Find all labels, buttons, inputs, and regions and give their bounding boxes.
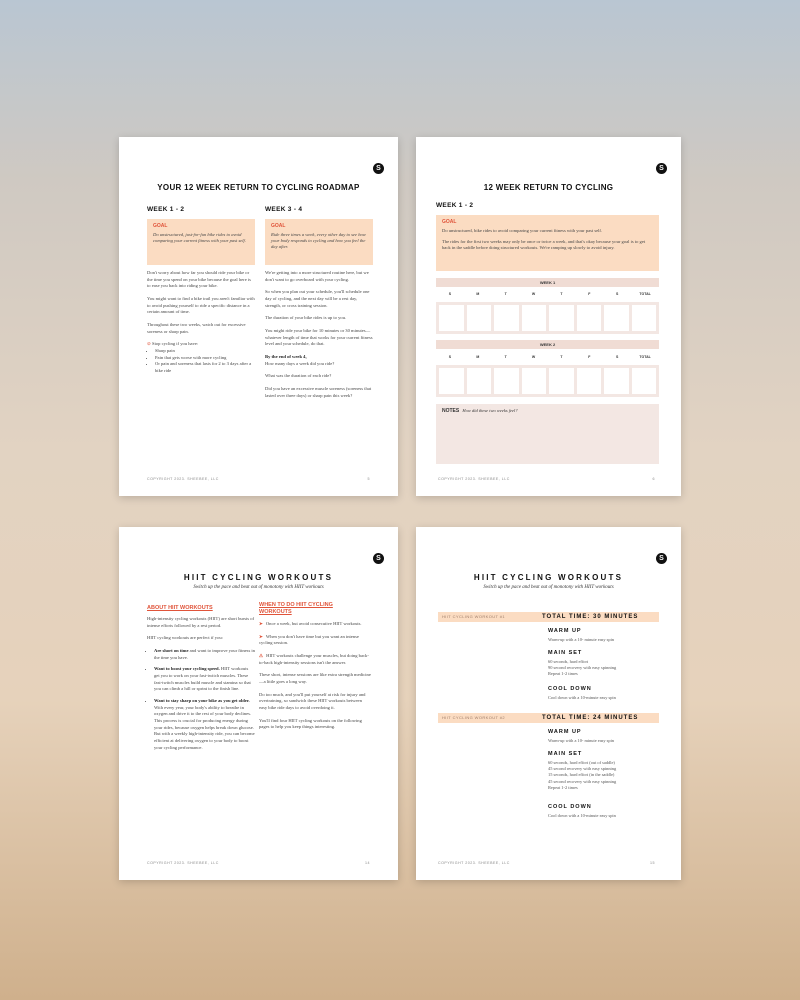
- block-title: COOL DOWN: [548, 804, 592, 810]
- block-title: COOL DOWN: [548, 686, 592, 692]
- day-label: T: [504, 355, 507, 359]
- block-line: 60 seconds, hard effort (out of saddle): [548, 759, 615, 765]
- list-item: [154, 648, 255, 661]
- bullet-list: [147, 348, 255, 375]
- list-item: [154, 698, 255, 751]
- workout-block: [548, 687, 616, 701]
- total-cell[interactable]: [632, 368, 657, 394]
- day-label: F: [588, 292, 591, 296]
- day-label: W: [531, 355, 536, 359]
- when-item-text: Once a week, but avoid consecutive HIIT workouts.: [265, 621, 362, 626]
- block-title: WARM UP: [548, 628, 582, 634]
- brand-logo-icon: S: [656, 163, 667, 174]
- page-hiit-workouts: [416, 527, 681, 880]
- workout-name: HIIT CYCLING WORKOUT #1: [442, 614, 506, 619]
- paragraph: So when you plan out your schedule, you'll schedule one day of cycling, and the next day will be a rest day, strength, or cross training session.: [265, 289, 370, 308]
- bullet-bold: Are short on time: [154, 647, 189, 653]
- paragraph: HIIT cycling workouts are perfect if you:: [147, 635, 223, 641]
- section-heading: ABOUT HIIT WORKOUTS: [147, 605, 213, 611]
- page-number: 14: [365, 861, 370, 866]
- column-text: [265, 270, 373, 405]
- workout-block: [548, 805, 616, 819]
- warning-item: [259, 653, 371, 666]
- page-hiit-intro: [119, 527, 398, 880]
- notes-label: NOTES: [442, 408, 460, 414]
- when-item: [259, 621, 371, 628]
- paragraph: You might want to find a bike trail you aren't familiar with to avoid pushing yourself to ride a specific distance in a certain amount of time.: [147, 295, 255, 315]
- goal-box: [436, 215, 659, 271]
- page-number: 5: [367, 477, 370, 482]
- arrow-icon: ➤: [259, 621, 263, 626]
- paragraph: High-intensity cycling workouts (HIIT) are short bursts of intense efforts followed by a rest period.: [147, 616, 255, 628]
- goal-text: The rides for the first two weeks may only be once or twice a week, and that's okay because your goal is to get back in the saddle before doing structured workouts. We're ramping up slowly to avoid injury.: [442, 239, 646, 251]
- paragraph: Do too much, and you'll put yourself at risk for injury and overtraining, so sandwich these HIIT workouts between easy bike ride days to avoid overdoing it.: [259, 691, 366, 710]
- when-item-text: When you don't have time but you want an intense cycling session.: [259, 633, 359, 646]
- day-label: M: [476, 292, 480, 296]
- day-cell[interactable]: [549, 305, 574, 331]
- column-text: [147, 270, 255, 375]
- goal-box: [265, 219, 373, 265]
- page-title: 12 WEEK RETURN TO CYCLING: [483, 183, 614, 192]
- week-heading: WEEK 1 - 2: [147, 206, 185, 213]
- bullet-bold: Want to stay sharp on your bike as you get older.: [154, 697, 250, 703]
- bullet-bold: Want to boost your cycling speed.: [154, 666, 220, 672]
- week1-grid: [436, 302, 659, 334]
- page-tracker: [416, 137, 681, 496]
- page-title: HIIT CYCLING WORKOUTS: [473, 573, 624, 582]
- page-number: 15: [650, 861, 655, 866]
- when-text: [259, 621, 371, 737]
- workout-header: [438, 713, 659, 723]
- block-line: Cool down with a 10-minute easy spin: [548, 812, 616, 818]
- paragraph: These short, intense sessions are like extra strength medicine—a little goes a long way.: [259, 672, 371, 684]
- about-text: [147, 616, 255, 751]
- paragraph: You'll find four HIIT cycling workouts on the following pages to help you keep things interesting.: [259, 717, 362, 730]
- workout-block: [548, 651, 616, 678]
- end-heading: By the end of week 4,: [265, 353, 307, 359]
- block-title: WARM UP: [548, 729, 582, 735]
- total-cell[interactable]: [632, 305, 657, 331]
- block-line: 15 seconds, hard effort (in the saddle): [548, 772, 615, 778]
- footer-copyright: COPYRIGHT 2023. SHEEBEE, LLC: [438, 861, 510, 866]
- week-heading: WEEK 1 - 2: [436, 202, 474, 209]
- arrow-icon: ➤: [259, 633, 263, 639]
- day-cell[interactable]: [577, 368, 602, 394]
- goal-label: GOAL: [153, 223, 168, 229]
- block-line: Repeat 1-2 times: [548, 785, 578, 790]
- notes-prompt: How did these two weeks feel?: [462, 408, 518, 413]
- day-cell[interactable]: [522, 368, 547, 394]
- notes-box[interactable]: [436, 404, 659, 464]
- brand-logo-icon: S: [656, 553, 667, 564]
- day-label: W: [531, 292, 536, 296]
- block-line: Warm-up with a 10- minute easy spin: [548, 737, 614, 743]
- day-labels: [436, 356, 659, 360]
- goal-text: Do unstructured, bike rides to avoid comparing your current fitness with your past self.: [442, 228, 603, 233]
- page-subtitle: Switch up the pace and beat out of monotony with HIIT workouts: [193, 585, 324, 590]
- day-label: S: [448, 292, 452, 296]
- day-label: S: [616, 355, 619, 359]
- question: What was the duration of each ride?: [265, 373, 332, 379]
- day-label: S: [616, 292, 619, 296]
- workout-total: TOTAL TIME: 30 MINUTES: [542, 614, 639, 620]
- day-label: T: [560, 292, 563, 296]
- goal-text: Ride three times a week, every other day to see how your body responds to cycling and how you feel the day after.: [271, 232, 366, 250]
- list-item: • Pain that gets worse with more cycling: [155, 355, 255, 362]
- workout-block: [548, 752, 616, 791]
- question: How many days a week did you ride?: [265, 360, 335, 366]
- footer-copyright: COPYRIGHT 2023. SHEEBEE, LLC: [147, 477, 219, 482]
- page-title: HIIT CYCLING WORKOUTS: [183, 573, 334, 582]
- goal-box: [147, 219, 255, 265]
- goal-text: Do unstructured, just-for-fun bike rides to avoid comparing your current fitness with your past self.: [153, 232, 246, 244]
- goal-label: GOAL: [271, 223, 286, 229]
- day-label: T: [504, 292, 507, 296]
- page-title: YOUR 12 WEEK RETURN TO CYCLING ROADMAP: [157, 183, 360, 192]
- block-line: 60 seconds, hard effort: [548, 658, 589, 664]
- bullet-text: HIIT workouts get you to work on your fast-twitch muscles. These fast-twitch muscles build muscle and stamina so that you can climb a hill or sprint to the finish line.: [154, 666, 251, 692]
- workout-block: [548, 629, 614, 643]
- day-labels: [436, 293, 659, 297]
- when-item: [259, 634, 371, 647]
- day-cell[interactable]: [577, 305, 602, 331]
- brand-logo-icon: S: [373, 163, 384, 174]
- list-item: • Sharp pain: [155, 348, 255, 355]
- list-item: [154, 666, 255, 693]
- day-label: M: [476, 355, 480, 359]
- week1-bar: WEEK 1: [436, 278, 659, 287]
- workout-total: TOTAL TIME: 24 MINUTES: [542, 715, 639, 721]
- day-cell[interactable]: [439, 305, 464, 331]
- bullet-list: [147, 648, 255, 751]
- day-cell[interactable]: [522, 305, 547, 331]
- block-line: 90 second recovery with easy spinning: [548, 664, 617, 670]
- workout-block: [548, 730, 614, 744]
- paragraph: You might ride your bike for 10 minutes or 30 minutes—whatever length of time that works for your current fitness level and your schedule, do that.: [265, 327, 373, 347]
- paragraph: We're getting into a more structured routine here, but we don't want to go overboard with your cycling.: [265, 270, 369, 282]
- day-cell[interactable]: [494, 305, 519, 331]
- block-line: Repeat 1-2 times: [548, 671, 578, 677]
- brand-logo-icon: S: [373, 553, 384, 564]
- day-label: T: [560, 355, 563, 359]
- question: Did you have an excessive muscle soreness (soreness that lasted over three days) or sharp pain this week?: [265, 385, 372, 398]
- day-label: S: [448, 355, 452, 359]
- day-cell[interactable]: [467, 368, 492, 394]
- day-label: F: [588, 355, 591, 359]
- footer-copyright: COPYRIGHT 2023. SHEEBEE, LLC: [147, 861, 219, 866]
- day-cell[interactable]: [439, 368, 464, 394]
- day-label: TOTAL: [639, 355, 651, 359]
- list-item: • Or pain and soreness that lasts for 2 to 3 days after a bike ride: [155, 361, 255, 374]
- workout-header: [438, 612, 659, 622]
- page-roadmap: [119, 137, 398, 496]
- paragraph: Don't worry about how far you should ride your bike or the time you spend on your bike because the goal here is to ease you back into riding your bike.: [147, 270, 251, 289]
- paragraph: The duration of your bike rides is up to you.: [265, 315, 347, 321]
- block-title: MAIN SET: [548, 650, 583, 656]
- week2-grid: [436, 365, 659, 397]
- warning-icon: ⚠: [259, 652, 264, 658]
- day-cell[interactable]: [494, 368, 519, 394]
- warning-text: HIIT workouts challenge your muscles, but doing back-to-back high-intensity sessions isn't the answer.: [259, 652, 369, 665]
- week2-bar: WEEK 2: [436, 340, 659, 349]
- block-line: Warm-up with a 10- minute easy spin: [548, 636, 614, 642]
- bullet-text: With every year, your body's ability to breathe in oxygen and drive it to the rest of your body declines. This process is crucial for producing energy during your rides, because oxygen helps break down glucose. But with a weekly high-intensity ride, you can become efficient at delivering oxygen to your body to boost your cycling performance.: [154, 704, 255, 750]
- page-number: 6: [652, 477, 655, 482]
- paragraph: Throughout these two weeks, watch out for excessive soreness or sharp pain.: [147, 321, 246, 334]
- page-subtitle: Switch up the pace and beat out of monotony with HIIT workouts: [483, 585, 614, 590]
- day-cell[interactable]: [549, 368, 574, 394]
- block-line: 45 second recovery with easy spinning: [548, 778, 617, 784]
- stop-line: [147, 341, 255, 348]
- bullet-text: and want to improve your fitness in the time you have.: [154, 647, 255, 660]
- block-line: 45 second recovery with easy spinning: [548, 765, 617, 771]
- block-line: Cool down with a 10-minute easy spin: [548, 694, 616, 700]
- footer-copyright: COPYRIGHT 2023. SHEEBEE, LLC: [438, 477, 510, 482]
- goal-label: GOAL: [442, 219, 457, 225]
- day-label: TOTAL: [639, 292, 651, 296]
- section-heading: WHEN TO DO HIIT CYCLING WORKOUTS: [259, 602, 333, 615]
- week-heading: WEEK 3 - 4: [265, 206, 303, 213]
- day-cell[interactable]: [604, 368, 629, 394]
- no-entry-icon: ⊘: [147, 341, 151, 347]
- block-title: MAIN SET: [548, 751, 583, 757]
- day-cell[interactable]: [604, 305, 629, 331]
- workout-name: HIIT CYCLING WORKOUT #2: [442, 715, 506, 720]
- stop-text: Stop cycling if you have:: [152, 341, 199, 347]
- day-cell[interactable]: [467, 305, 492, 331]
